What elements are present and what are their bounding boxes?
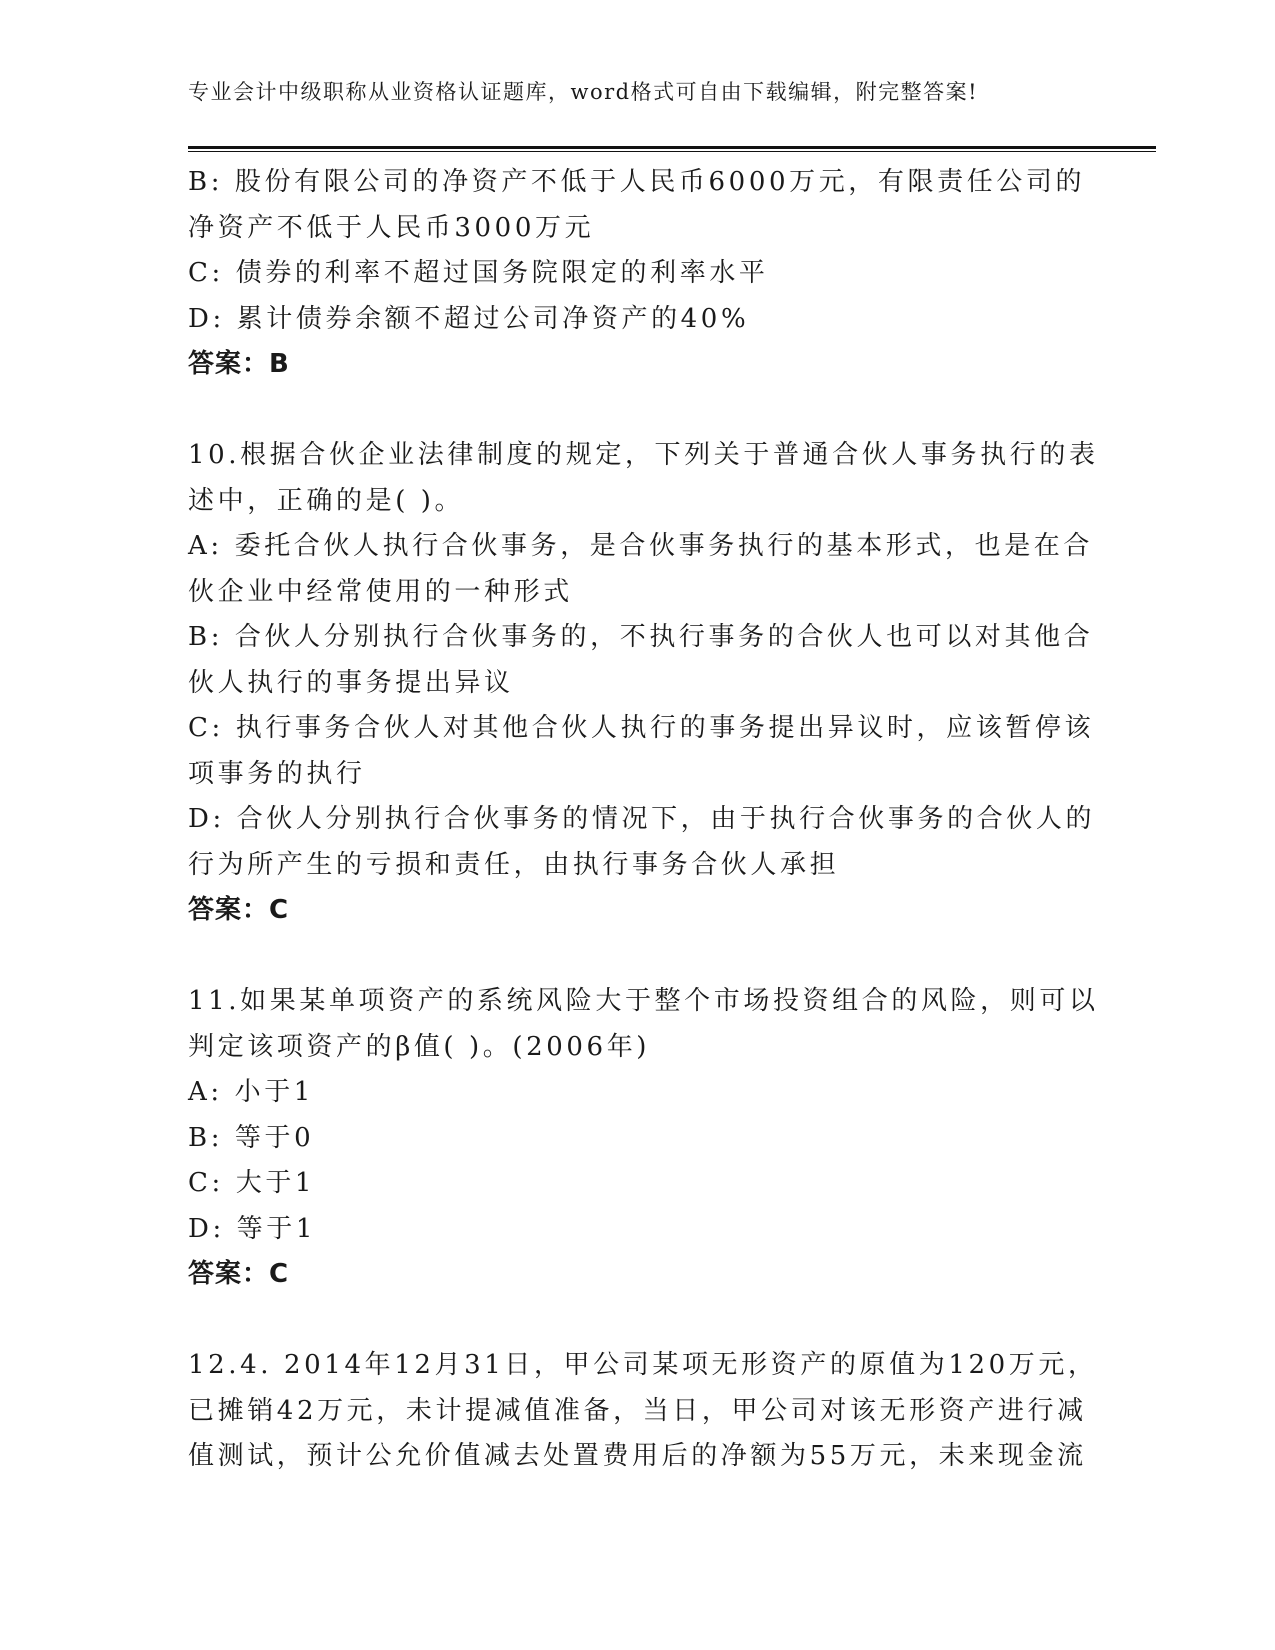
header-rule-thin (188, 151, 1156, 152)
option-d-line: 行为所产生的亏损和责任，由执行事务合伙人承担 (188, 849, 840, 880)
option-c: C: 大于1 (188, 1168, 316, 1198)
header-rule-thick (188, 146, 1156, 149)
spacer (188, 1298, 1088, 1344)
option-c: C: 债券的利率不超过国务院限定的利率水平 (188, 258, 769, 288)
question-stem-line: 判定该项资产的β值( )。(2006年) (188, 1031, 651, 1062)
option-a-line: 伙企业中经常使用的一种形式 (188, 576, 573, 607)
option-b-line: B: 合伙人分别执行合伙事务的，不执行事务的合伙人也可以对其他合 (188, 622, 1094, 652)
question-stem-line: 述中，正确的是( )。 (188, 485, 465, 516)
question-stem-line: 12.4. 2014年12月31日，甲公司某项无形资产的原值为120万元， (188, 1350, 1098, 1380)
option-d-line: D: 合伙人分别执行合伙事务的情况下，由于执行合伙事务的合伙人的 (188, 804, 1096, 834)
question-10 (188, 433, 1099, 934)
question-content (188, 160, 1099, 1480)
answer-label: 答案：C (188, 895, 290, 925)
option-b-line: 伙人执行的事务提出异议 (188, 667, 514, 698)
option-b: B: 等于0 (188, 1122, 315, 1153)
answer-label: 答案：C (188, 1259, 290, 1289)
option-a-line: A: 委托合伙人执行合伙事务，是合伙事务执行的基本形式，也是在合 (188, 531, 1094, 561)
question-9-tail (188, 160, 1088, 388)
option-c-line: C: 执行事务合伙人对其他合伙人执行的事务提出异议时，应该暂停该 (188, 713, 1095, 743)
option-c-line: 项事务的执行 (188, 758, 366, 789)
spacer (188, 934, 1088, 980)
option-b-line: B: 股份有限公司的净资产不低于人民币6000万元，有限责任公司的 (188, 167, 1086, 197)
page-header: 专业会计中级职称从业资格认证题库，word格式可自由下载编辑，附完整答案! (188, 80, 979, 104)
answer-label: 答案：B (188, 349, 290, 379)
option-a: A: 小于1 (188, 1077, 314, 1107)
question-12 (188, 1343, 1098, 1480)
option-d: D: 累计债券余额不超过公司净资产的40% (188, 303, 750, 334)
question-stem-line: 值测试，预计公允价值减去处置费用后的净额为55万元，未来现金流 (188, 1441, 1087, 1471)
option-d: D: 等于1 (188, 1213, 317, 1244)
spacer (188, 388, 1088, 434)
question-stem-line: 10.根据合伙企业法律制度的规定，下列关于普通合伙人事务执行的表 (188, 440, 1099, 470)
question-stem-line: 已摊销42万元，未计提减值准备，当日，甲公司对该无形资产进行减 (188, 1395, 1087, 1426)
question-stem-line: 11.如果某单项资产的系统风险大于整个市场投资组合的风险，则可以 (188, 986, 1099, 1016)
question-11 (188, 979, 1099, 1298)
option-b-line: 净资产不低于人民币3000万元 (188, 212, 595, 243)
